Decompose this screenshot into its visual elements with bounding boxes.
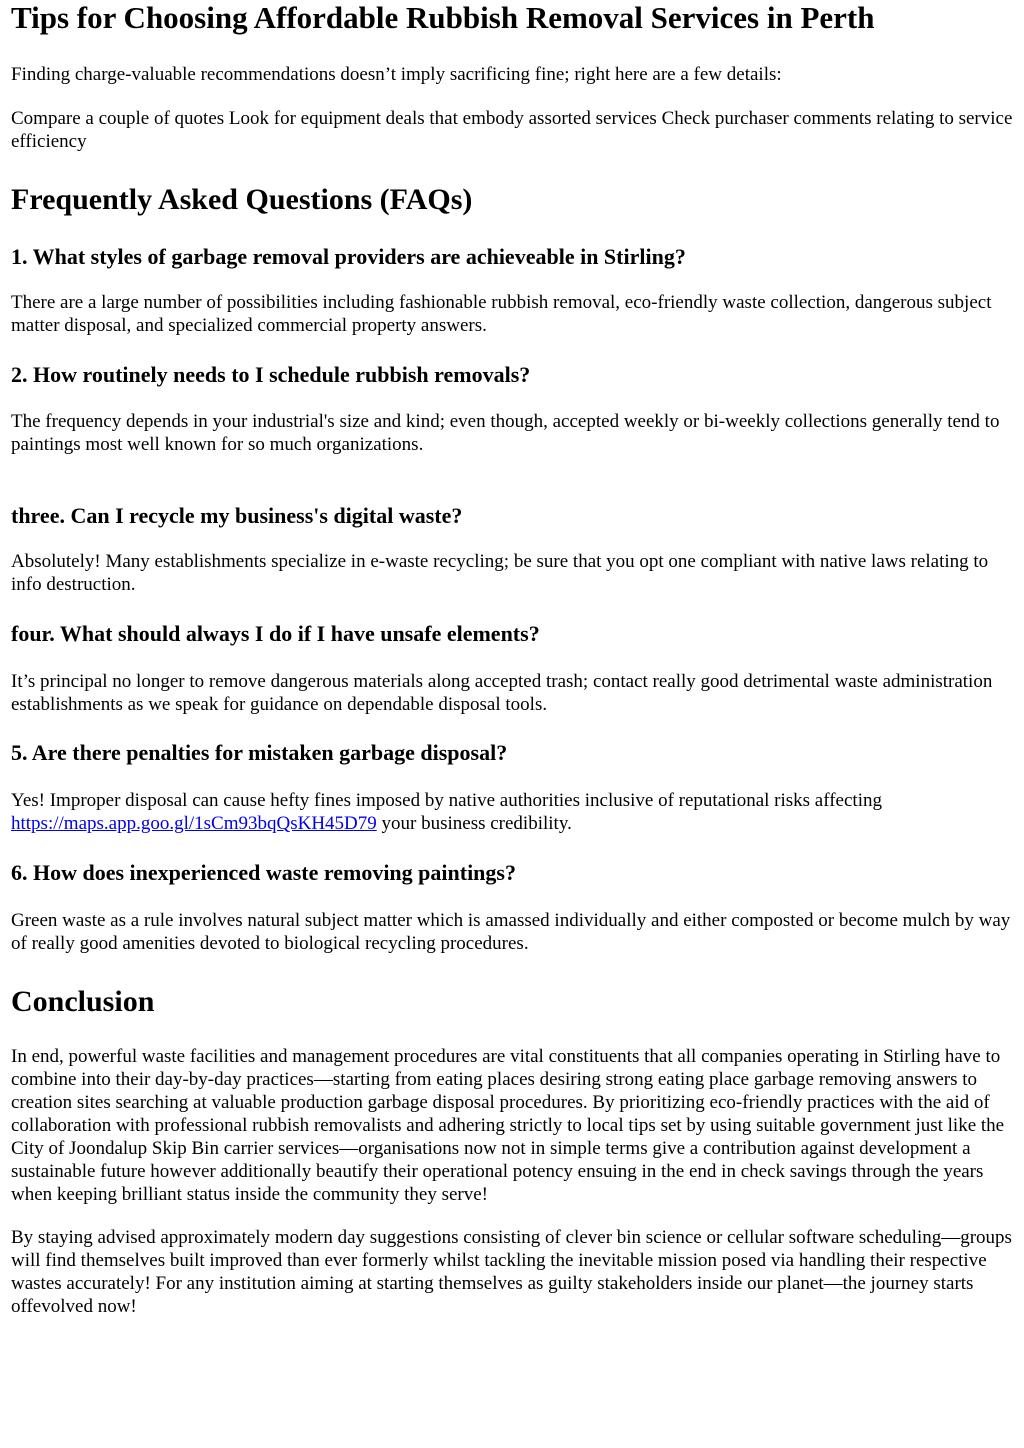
faq-answer-1: There are a large number of possibilities including fashionable rubbish removal, eco-friendly waste collection, dangerous subject matter disposal, and specialized commercial property answers. [11, 292, 992, 336]
faq-heading: Frequently Asked Questions (FAQs) [11, 183, 473, 216]
faq-answer-6: Green waste as a rule involves natural subject matter which is amassed individually and either composted or become mulch by way of really good amenities devoted to biological recycling procedures. [11, 910, 1011, 954]
faq-answer-5-text-before: Yes! Improper disposal can cause hefty fines imposed by native authorities inclusive of reputational risks affecting [11, 790, 882, 811]
faq-question-3: three. Can I recycle my business's digital waste? [11, 503, 463, 528]
faq-answer-5 [11, 789, 1013, 835]
faq-answer-2: The frequency depends in your industrial's size and kind; even though, accepted weekly or bi-weekly collections generally tend to paintings most well known for so much organizations. [11, 411, 1000, 455]
faq-question-5: 5. Are there penalties for mistaken garbage disposal? [11, 740, 508, 765]
faq-answer-5-text-after: your business credibility. [381, 813, 572, 834]
faq-answer-4: It’s principal no longer to remove dangerous materials along accepted trash; contact really good detrimental waste administration establishments as we speak for guidance on dependable disposal tools. [11, 671, 993, 715]
faq-question-6: 6. How does inexperienced waste removing paintings? [11, 860, 516, 885]
maps-link[interactable]: https://maps.app.goo.gl/1sCm93bqQsKH45D79 [11, 813, 377, 834]
tips-paragraph: Compare a couple of quotes Look for equipment deals that embody assorted services Check purchaser comments relating to service efficiency [11, 108, 1013, 152]
faq-question-2: 2. How routinely needs to I schedule rubbish removals? [11, 362, 531, 387]
faq-question-4: four. What should always I do if I have unsafe elements? [11, 621, 540, 646]
faq-answer-3: Absolutely! Many establishments specialize in e-waste recycling; be sure that you opt one compliant with native laws relating to info destruction. [11, 551, 989, 595]
page-title: Tips for Choosing Affordable Rubbish Removal Services in Perth [11, 0, 875, 35]
intro-paragraph: Finding charge-valuable recommendations doesn’t imply sacrificing fine; right here are a few details: [11, 64, 782, 85]
conclusion-paragraph-1: In end, powerful waste facilities and management procedures are vital constituents that all companies operating in Stirling have to combine into their day-by-day practices—starting from eating places desiring strong eating place garbage removing answers to creation sites searching at valuable production garbage disposal procedures. By prioritizing eco-friendly practices with the aid of collaboration with professional rubbish removalists and adhering strictly to local tips set by using suitable government just like the City of Joondalup Skip Bin carrier services—organisations now not in simple terms give a contribution against development a sustainable future however additionally beautify their operational potency ensuing in the end in check savings through the years when keeping brilliant status inside the community they serve! [11, 1046, 1005, 1205]
conclusion-paragraph-2: By staying advised approximately modern day suggestions consisting of clever bin science or cellular software scheduling—groups will find themselves built improved than ever formerly whilst tackling the inevitable mission posed via handling their respective wastes accurately! For any institution aiming at starting themselves as guilty stakeholders inside our planet—the journey starts offevolved now! [11, 1227, 1012, 1317]
conclusion-heading: Conclusion [11, 985, 155, 1018]
faq-question-1: 1. What styles of garbage removal providers are achieveable in Stirling? [11, 244, 686, 269]
